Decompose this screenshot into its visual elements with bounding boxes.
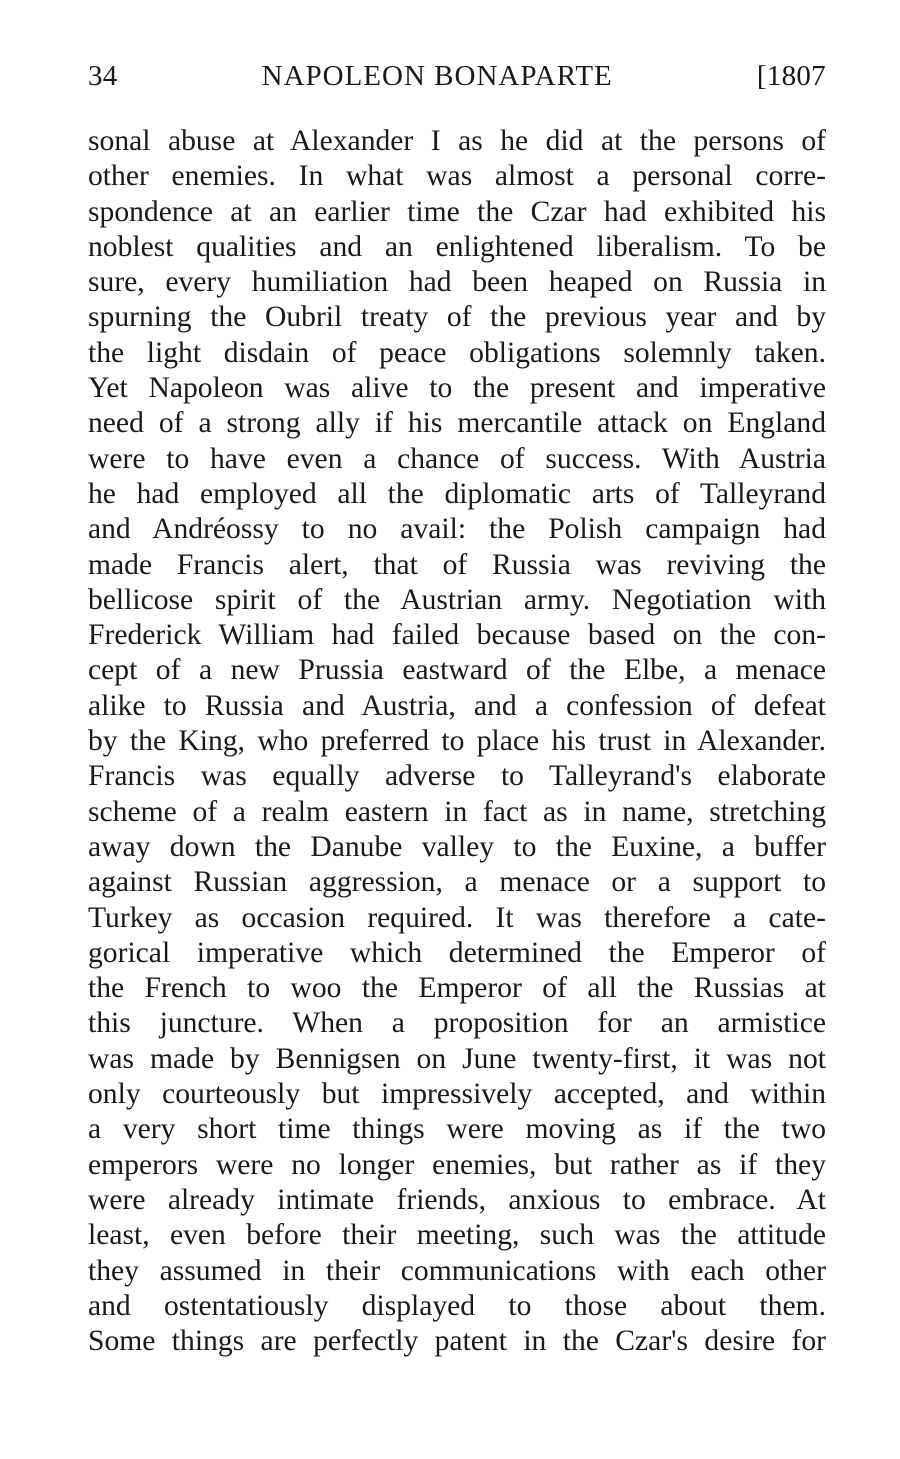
text-line: against Russian aggression, a menace or a support to bbox=[88, 866, 826, 899]
text-line: the French to woo the Emperor of all the Russias at bbox=[88, 972, 826, 1005]
running-year: [1807 bbox=[756, 60, 826, 92]
text-line: sure, every humiliation had been heaped on Russia in bbox=[88, 266, 826, 299]
text-line: Francis was equally adverse to Talleyrand's elaborate bbox=[88, 760, 826, 793]
text-line: were to have even a chance of success. With Austria bbox=[88, 442, 826, 475]
text-line: alike to Russia and Austria, and a confession of defeat bbox=[88, 689, 826, 722]
text-line: the light disdain of peace obligations solemnly taken. bbox=[88, 336, 826, 369]
text-line: they assumed in their communications with each other bbox=[88, 1254, 826, 1287]
text-line: Some things are perfectly patent in the Czar's desire for bbox=[88, 1325, 826, 1358]
text-line: noblest qualities and an enlightened liberalism. To be bbox=[88, 230, 826, 263]
text-line: bellicose spirit of the Austrian army. Negotiation with bbox=[88, 583, 826, 616]
text-line: this juncture. When a proposition for an armistice bbox=[88, 1007, 826, 1040]
text-line: was made by Bennigsen on June twenty-first, it was not bbox=[88, 1042, 826, 1075]
body-text bbox=[88, 124, 826, 1359]
running-title: NAPOLEON BONAPARTE bbox=[261, 60, 613, 92]
text-line: scheme of a realm eastern in fact as in name, stretching bbox=[88, 795, 826, 828]
text-line: Frederick William had failed because based on the con- bbox=[88, 619, 826, 652]
text-line: were already intimate friends, anxious to embrace. At bbox=[88, 1183, 826, 1216]
text-line: away down the Danube valley to the Euxine, a buffer bbox=[88, 830, 826, 863]
text-line: other enemies. In what was almost a personal corre- bbox=[88, 160, 826, 193]
text-line: he had employed all the diplomatic arts of Talleyrand bbox=[88, 477, 826, 510]
text-line: Turkey as occasion required. It was therefore a cate- bbox=[88, 901, 826, 934]
book-page bbox=[88, 60, 826, 1359]
text-line: and ostentatiously displayed to those about them. bbox=[88, 1289, 826, 1322]
text-line: least, even before their meeting, such was the attitude bbox=[88, 1219, 826, 1252]
text-line: Yet Napoleon was alive to the present and imperative bbox=[88, 372, 826, 405]
text-line: emperors were no longer enemies, but rather as if they bbox=[88, 1148, 826, 1181]
text-line: made Francis alert, that of Russia was reviving the bbox=[88, 548, 826, 581]
text-line: spondence at an earlier time the Czar had exhibited his bbox=[88, 195, 826, 228]
text-line: need of a strong ally if his mercantile attack on England bbox=[88, 407, 826, 440]
text-line: gorical imperative which determined the Emperor of bbox=[88, 936, 826, 969]
text-line: and Andréossy to no avail: the Polish campaign had bbox=[88, 513, 826, 546]
text-line: by the King, who preferred to place his trust in Alexander. bbox=[88, 725, 826, 758]
text-line: spurning the Oubril treaty of the previous year and by bbox=[88, 301, 826, 334]
text-line: sonal abuse at Alexander I as he did at the persons of bbox=[88, 125, 826, 157]
page-number: 34 bbox=[88, 60, 118, 92]
running-header bbox=[88, 60, 826, 104]
text-line: cept of a new Prussia eastward of the Elbe, a menace bbox=[88, 654, 826, 687]
text-line: only courteously but impressively accepted, and within bbox=[88, 1078, 826, 1111]
text-line: a very short time things were moving as if the two bbox=[88, 1113, 826, 1146]
